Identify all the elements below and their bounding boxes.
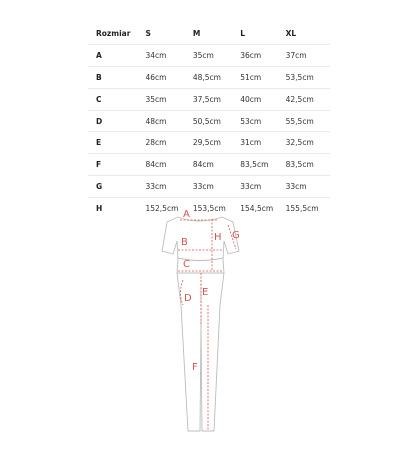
row-label: A	[88, 44, 145, 66]
dress-outline	[162, 217, 239, 431]
label-b: B	[181, 237, 188, 248]
row-label: G	[88, 176, 145, 198]
size-chart-table	[88, 23, 330, 219]
table-header-row	[88, 23, 330, 44]
label-c: C	[183, 259, 190, 270]
table-cell: 55,5cm	[286, 110, 330, 132]
table-cell: 48,5cm	[193, 66, 240, 88]
table-cell: 50,5cm	[193, 110, 240, 132]
table-row	[88, 110, 330, 132]
row-label: C	[88, 88, 145, 110]
table-cell: 51cm	[240, 66, 285, 88]
header-l: L	[240, 23, 285, 44]
label-h: H	[214, 232, 222, 243]
table-cell: 84cm	[193, 154, 240, 176]
row-label: D	[88, 110, 145, 132]
table-cell: 154,5cm	[240, 204, 274, 214]
table-cell: 155,5cm	[285, 204, 319, 214]
table-cell: 36cm	[240, 44, 285, 66]
header-xl: XL	[286, 23, 330, 44]
table-cell: 35cm	[145, 88, 192, 110]
table-cell: 33cm	[193, 176, 240, 198]
table-cell: 34cm	[145, 44, 192, 66]
table-cell: 153,5cm	[192, 204, 226, 214]
table-row	[88, 44, 330, 66]
dress-measurement-diagram	[150, 205, 260, 437]
row-label: B	[88, 66, 145, 88]
table-cell: 35cm	[193, 44, 240, 66]
table-cell: 37cm	[286, 44, 330, 66]
table-cell: 46cm	[145, 66, 192, 88]
table-cell: 33cm	[145, 176, 192, 198]
table-cell: 33cm	[286, 176, 330, 198]
header-s: S	[145, 23, 192, 44]
label-a: A	[183, 209, 190, 220]
row-label: F	[88, 154, 145, 176]
table-cell: 32,5cm	[286, 132, 330, 154]
label-f: F	[192, 362, 198, 373]
table-row	[88, 176, 330, 198]
table-row	[88, 132, 330, 154]
table-cell: 84cm	[145, 154, 192, 176]
header-size: Rozmiar	[88, 23, 145, 44]
table-row	[88, 154, 330, 176]
row-label: H	[96, 204, 103, 214]
header-m: M	[193, 23, 240, 44]
table-cell: 31cm	[240, 132, 285, 154]
table-cell: 83,5cm	[240, 154, 285, 176]
table-row	[88, 66, 330, 88]
table-cell: 42,5cm	[286, 88, 330, 110]
table-cell: 29,5cm	[193, 132, 240, 154]
table-cell: 83,5cm	[286, 154, 330, 176]
table-row	[88, 88, 330, 110]
table-cell: 28cm	[145, 132, 192, 154]
table-cell: 152,5cm	[145, 204, 179, 214]
label-e: E	[202, 287, 209, 298]
table-cell: 33cm	[240, 176, 285, 198]
label-d: D	[184, 293, 192, 304]
label-g: G	[232, 230, 240, 241]
table-cell: 53cm	[240, 110, 285, 132]
row-label: E	[88, 132, 145, 154]
table-cell: 48cm	[145, 110, 192, 132]
table-cell: 53,5cm	[286, 66, 330, 88]
table-cell: 37,5cm	[193, 88, 240, 110]
table-cell: 40cm	[240, 88, 285, 110]
